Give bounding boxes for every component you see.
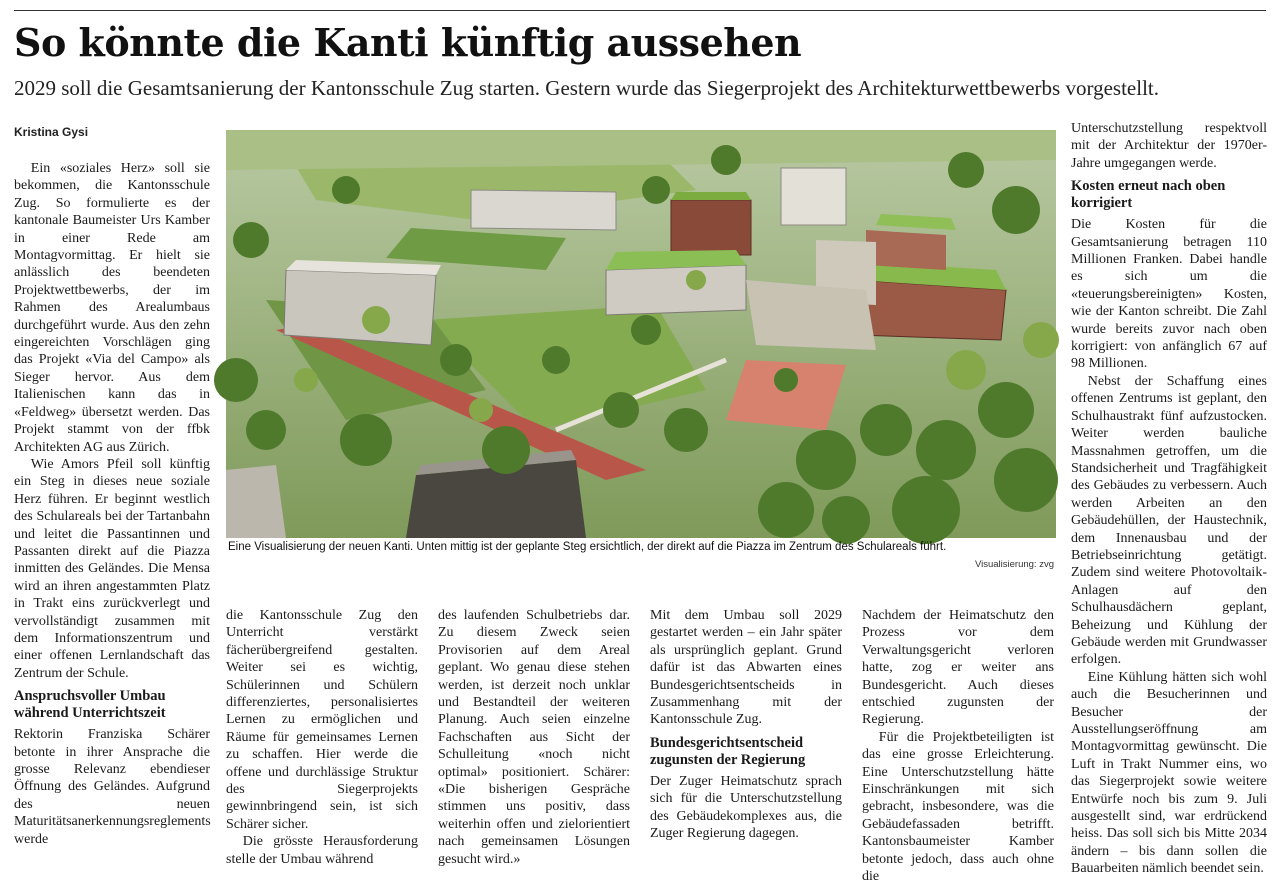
article-photo <box>226 130 1056 538</box>
paragraph: Die Kosten für die Gesamtsanierung betragen 110 Millionen Franken. Dabei handle es sich um die «teuerungsbereinigten» Kosten, wie der Kanton schreibt. Die Zahl wurde bereits zuvor nach oben korrigiert: von anfänglich 67 auf 98 Millionen. <box>1071 217 1267 372</box>
top-rule <box>14 10 1266 11</box>
paragraph: Eine Kühlung hätten sich wohl auch die Besucherinnen und Besucher der Ausstellungseröffnung am Montagvormittag gewünscht. Die Luft in Trakt Nummer eins, wo das Siegerprojekt sowie weitere Entwürfe noch bis zum 9. Juli ausgestellt sind, war erdrückend heiss. Das soll sich bis Mitte 2034 ändern – bis dann sollen die Bauarbeiten nämlich beendet sein. <box>1071 669 1267 877</box>
subheading: Anspruchsvoller Umbau während Unterrichtszeit <box>14 688 166 722</box>
aerial-visualization-image <box>226 130 1056 538</box>
paragraph: Für die Projektbeteiligten ist das eine grosse Erleichterung. Eine Unterschutzstellung hätte Einschränkungen mit sich gebracht, insbesondere, was die Gebäudefassaden betrifft. Kantonsbaumeister Kamber betonte jedoch, dass auch ohne die <box>862 729 1054 885</box>
subheading: Kosten erneut nach oben korrigiert <box>1071 178 1226 212</box>
photo-caption: Eine Visualisierung der neuen Kanti. Unten mittig ist der geplante Steg ersichtlich, der direkt auf die Piazza im Zentrum des Schulareals führt. <box>228 541 947 553</box>
headline: So könnte die Kanti künftig aussehen <box>14 20 802 65</box>
paragraph: die Kantonsschule Zug den Unterricht verstärkt fächerübergreifend gestalten. Weiter sei es wichtig, Schülerinnen und Schülern differenziertes, personalisiertes Lernen zu ermöglichen und Räume für gemeinsames Lernen zu schaffen. Hier werde die offene und durchlässige Struktur des Siegerprojekts gewinnbringend sein, ist sich Schärer sicher. <box>226 608 418 832</box>
paragraph: Mit dem Umbau soll 2029 gestartet werden – ein Jahr später als ursprünglich geplant. Grund dafür ist das Abwarten eines Bundesgerichtsentscheids in Zusammenhang mit der Kantonsschule Zug. <box>650 608 842 728</box>
paragraph: des laufenden Schulbetriebs dar. Zu diesem Zweck seien Provisorien auf dem Areal geplant. Wo genau diese stehen werden, ist derzeit noch unklar und Bestandteil der weiteren Planung. Auch seien einzelne Fachschaften aus Sicht der Schulleitung «noch nicht optimal» positioniert. Schärer: «Die bisherigen Gespräche stimmen uns positiv, dass weiterhin offen und zielorientiert nach gemeinsamen Lösungen gesucht wird.» <box>438 608 630 867</box>
paragraph: Rektorin Franziska Schärer betonte in ihrer Ansprache die grosse Relevanz ebendieser Öffnung des Geländes. Aufgrund des neuen Maturitätsanerkennungsreglements werde <box>14 727 211 847</box>
paragraph: Die grösste Herausforderung stelle der Umbau während <box>226 834 418 867</box>
article-column-3 <box>438 607 630 867</box>
paragraph: Nachdem der Heimatschutz den Prozess vor dem Verwaltungsgericht verloren hatte, zog er weiter ans Bundesgericht. Auch dieses entschied zugunsten der Regierung. <box>862 608 1054 728</box>
article-column-4 <box>650 607 842 857</box>
paragraph: Nebst der Schaffung eines offenen Zentrums ist geplant, den Schulhaustrakt fünf aufzustocken. Weiter werden bauliche Massnahmen getroffen, um die Standsicherheit und Tragfähigkeit des Gebäudes zu verbessern. Auch werden Arbeiten an den Gebäudehüllen, der Haustechnik, dem Innenausbau und der Betriebseinrichtung getätigt. Zudem sind weitere Photovoltaik-Anlagen auf den Schulhausdächern geplant, Beheizung und Kühlung der Gebäude werden mit Grundwasser erfolgen. <box>1071 373 1267 668</box>
author-byline: Kristina Gysi <box>14 125 89 139</box>
paragraph: Der Zuger Heimatschutz sprach sich für die Unterschutzstellung des Gebäudekomplexes aus, die Zuger Regierung dagegen. <box>650 773 842 842</box>
article-column-2 <box>226 607 418 867</box>
article-column-6 <box>1071 120 1267 877</box>
article-column-1 <box>14 160 210 860</box>
article-column-5 <box>862 607 1054 885</box>
subheading: Bundesgerichtsentscheid zugunsten der Regierung <box>650 734 806 768</box>
paragraph: Ein «soziales Herz» soll sie bekommen, die Kantonsschule Zug. So formulierte es der kantonale Baumeister Urs Kamber in einer Rede am Montagvormittag. Er hielt sie anlässlich des beendeten Projektwettbewerbs, der im Rahmen des Arealumbaus durchgeführt wurde. Aus den zehn eingereichten Vorschlägen ging das Projekt «Via del Campo» als Sieger hervor. Aus dem Italienischen kann das in «Feldweg» übersetzt werden. Das Projekt stammt von der ffbk Architekten AG aus Zürich. <box>14 161 210 455</box>
paragraph: Unterschutzstellung respektvoll mit der Architektur der 1970er-Jahre umgegangen werde. <box>1071 121 1267 171</box>
lead-text: 2029 soll die Gesamtsanierung der Kantonsschule Zug starten. Gestern wurde das Siegerprojekt des Architekturwettbewerbs vorgestellt. <box>14 76 1159 100</box>
paragraph: Wie Amors Pfeil soll künftig ein Steg in dieses neue soziale Herz führen. Er beginnt westlich des Schulareals bei der Tartanbahn und leitet die Passantinnen und Passanten direkt auf die Piazza inmitten des Geländes. Die Mensa wird an ihren angestammten Platz in Trakt eins zurückverlegt und vervollständigt zusammen mit dem Informationszentrum und einer offenen Lernlandschaft das Zentrum der Schule. <box>14 456 210 681</box>
photo-credit: Visualisierung: zvg <box>974 559 1054 570</box>
